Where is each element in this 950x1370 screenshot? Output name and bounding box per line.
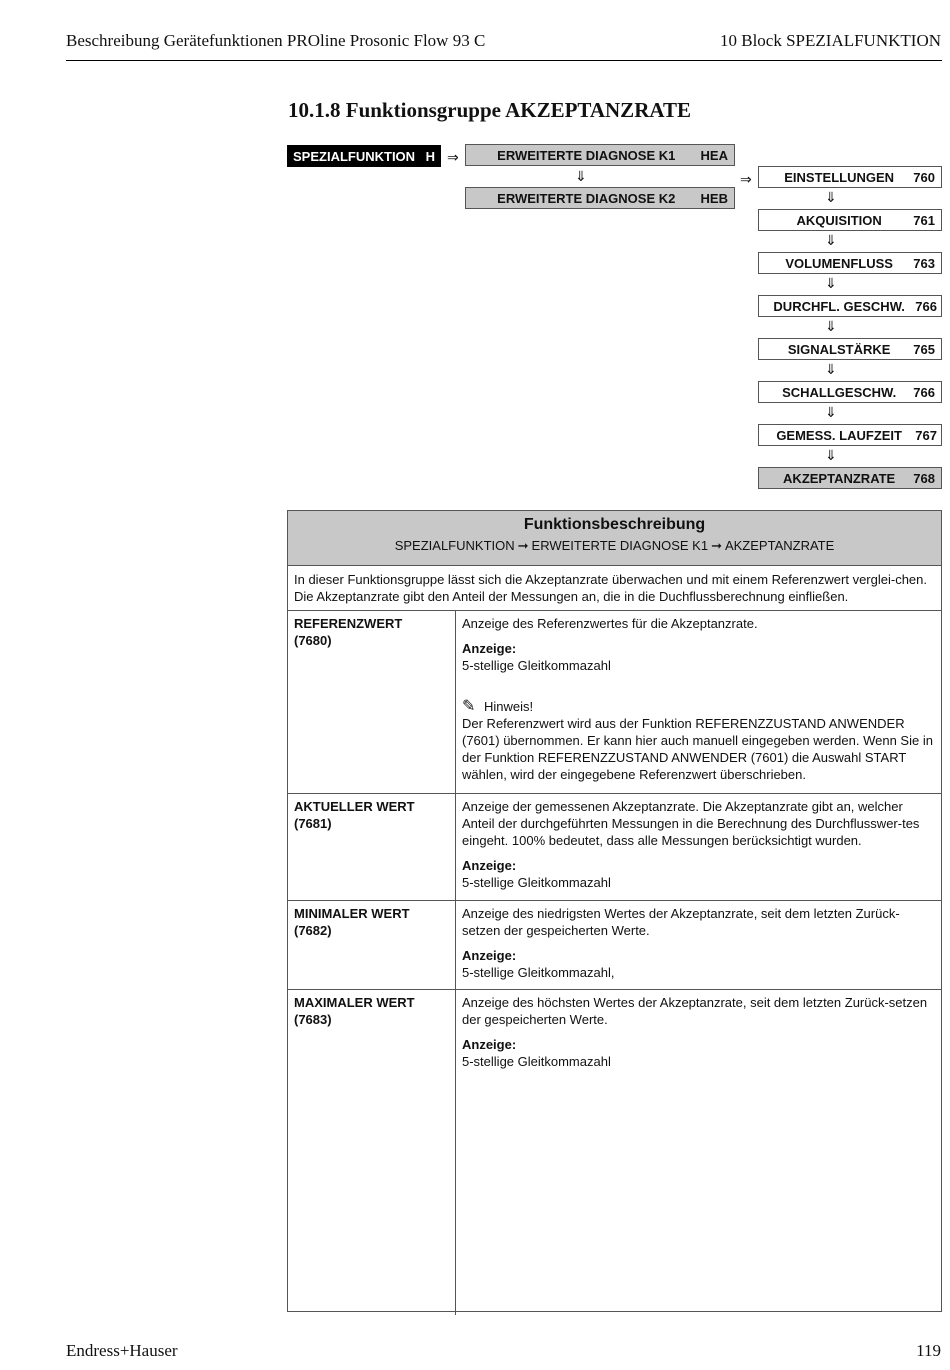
arrow-down-icon: ⇓ <box>825 318 837 334</box>
diagram-box-schallgeschw <box>758 381 942 403</box>
diagram-box-code: HEB <box>700 190 728 206</box>
diagram-box-label: SIGNALSTÄRKE <box>787 341 891 357</box>
function-name-cell <box>288 611 456 793</box>
diagram-box-signalstaerke <box>758 338 942 360</box>
function-code: (7680) <box>294 633 332 648</box>
page-number: 119 <box>916 1341 941 1360</box>
diagram-box-diagnose-k2 <box>465 187 735 209</box>
path-item: ERWEITERTE DIAGNOSE K1 <box>531 538 709 553</box>
display-value: 5-stellige Gleitkommazahl <box>462 658 611 673</box>
diagram-box-label: SCHALLGESCHW. <box>782 384 897 400</box>
diagram-box-label: DURCHFL. GESCHW. <box>773 298 905 314</box>
table-row <box>288 794 941 901</box>
function-name: AKTUELLER WERT <box>294 799 415 814</box>
header-chapter: 10 Block SPEZIALFUNKTION <box>720 31 941 50</box>
function-desc-cell <box>456 990 941 1315</box>
display-label: Anzeige: <box>462 641 517 656</box>
path-item: AKZEPTANZRATE <box>724 538 835 553</box>
arrow-right-icon: ⇒ <box>447 149 459 165</box>
diagram-box-diagnose-k1 <box>465 144 735 166</box>
diagram-box-label: GEMESS. LAUFZEIT <box>776 427 902 443</box>
table-intro: In dieser Funktionsgruppe lässt sich die Akzeptanzrate überwachen und mit einem Referenzwert verglei-chen. Die Akzeptanzrate gibt den Anteil der Messungen an, die in die Duchflussberechnung einfließen. <box>288 566 941 611</box>
table-header <box>288 511 941 566</box>
diagram-box-gemess-laufzeit <box>758 424 942 446</box>
diagram-box-code: 767 <box>915 427 937 443</box>
function-desc: Anzeige des niedrigsten Wertes der Akzeptanzrate, seit dem letzten Zurück-setzen der gespeicherten Werte. <box>462 906 900 938</box>
diagram-box-label: EINSTELLUNGEN <box>784 169 895 185</box>
function-desc: Anzeige der gemessenen Akzeptanzrate. Die Akzeptanzrate gibt an, welcher Anteil der durchgeführten Messungen in die Berechnung des Durchflusswer-tes eingeht. 100% bedeutet, dass alle Messungen berücksichtigt wurden. <box>462 799 920 848</box>
diagram-box-label: ERWEITERTE DIAGNOSE K2 <box>497 190 676 206</box>
section-title: 10.1.8 Funktionsgruppe AKZEPTANZRATE <box>288 98 691 122</box>
display-label: Anzeige: <box>462 1037 517 1052</box>
diagram-box-label: AKZEPTANZRATE <box>783 470 896 486</box>
table-row <box>288 901 941 990</box>
hint-label: Hinweis! <box>484 699 534 714</box>
function-code: (7683) <box>294 1012 332 1027</box>
arrow-right-icon: ⇒ <box>740 171 752 187</box>
path-item: SPEZIALFUNKTION <box>394 538 515 553</box>
display-label: Anzeige: <box>462 948 517 963</box>
table-title: Funktionsbeschreibung <box>523 516 706 533</box>
function-name: REFERENZWERT <box>294 616 403 631</box>
hint-text: Der Referenzwert wird aus der Funktion REFERENZZUSTAND ANWENDER (7601) übernommen. Er kann hier auch manuell eingegeben werden. Wenn Sie in der Funktion REFERENZZUSTAND ANWENDER (7601) die Auswahl START wählen, wird der eingegebene Referenzwert überschrieben. <box>462 716 933 782</box>
diagram-box-volumenfluss <box>758 252 942 274</box>
diagram-box-code: 763 <box>913 255 935 271</box>
arrow-down-icon: ⇓ <box>575 168 587 184</box>
diagram-box-code: 766 <box>915 298 937 314</box>
function-name-cell <box>288 901 456 989</box>
function-code: (7682) <box>294 923 332 938</box>
function-desc: Anzeige des höchsten Wertes der Akzeptanzrate, seit dem letzten Zurück-setzen der gespeicherten Werte. <box>462 995 928 1027</box>
header-title: Beschreibung Gerätefunktionen PROline Prosonic Flow 93 C <box>66 31 486 50</box>
diagram-box-spezialfunktion <box>287 145 441 167</box>
diagram-box-code: H <box>425 148 435 164</box>
diagram-box-akzeptanzrate <box>758 467 942 489</box>
function-name-cell <box>288 794 456 900</box>
path-arrow-icon: ➞ <box>711 538 722 553</box>
table-path <box>288 538 941 554</box>
diagram-box-durchfl-geschw <box>758 295 942 317</box>
diagram-box-code: 768 <box>913 470 935 486</box>
arrow-down-icon: ⇓ <box>825 232 837 248</box>
path-arrow-icon: ➞ <box>517 538 529 553</box>
diagram-box-code: 761 <box>913 212 935 228</box>
diagram-box-label: ERWEITERTE DIAGNOSE K1 <box>497 147 676 163</box>
function-name: MINIMALER WERT <box>294 906 410 921</box>
header-rule <box>66 60 942 61</box>
diagram-box-label: VOLUMENFLUSS <box>785 255 893 271</box>
function-name: MAXIMALER WERT <box>294 995 415 1010</box>
display-value: 5-stellige Gleitkommazahl, <box>462 965 615 980</box>
function-description-table <box>287 510 942 1312</box>
arrow-down-icon: ⇓ <box>825 404 837 420</box>
table-row <box>288 611 941 794</box>
display-label: Anzeige: <box>462 858 517 873</box>
diagram-box-label: SPEZIALFUNKTION <box>293 148 416 164</box>
diagram-box-akquisition <box>758 209 942 231</box>
diagram-box-code: 766 <box>913 384 935 400</box>
diagram-box-label: AKQUISITION <box>796 212 882 228</box>
pencil-icon: ✎ <box>462 698 476 715</box>
footer-brand: Endress+Hauser <box>66 1341 178 1360</box>
diagram-box-code: 765 <box>913 341 935 357</box>
arrow-down-icon: ⇓ <box>825 275 837 291</box>
function-code: (7681) <box>294 816 332 831</box>
function-desc-cell <box>456 611 941 793</box>
diagram-box-einstellungen <box>758 166 942 188</box>
function-name-cell <box>288 990 456 1315</box>
display-value: 5-stellige Gleitkommazahl <box>462 875 611 890</box>
function-desc: Anzeige des Referenzwertes für die Akzeptanzrate. <box>462 616 758 631</box>
arrow-down-icon: ⇓ <box>825 447 837 463</box>
diagram-box-code: 760 <box>913 169 935 185</box>
arrow-down-icon: ⇓ <box>825 189 837 205</box>
diagram-box-code: HEA <box>700 147 728 163</box>
arrow-down-icon: ⇓ <box>825 361 837 377</box>
display-value: 5-stellige Gleitkommazahl <box>462 1054 611 1069</box>
function-desc-cell <box>456 901 941 989</box>
function-desc-cell <box>456 794 941 900</box>
table-row <box>288 990 941 1315</box>
